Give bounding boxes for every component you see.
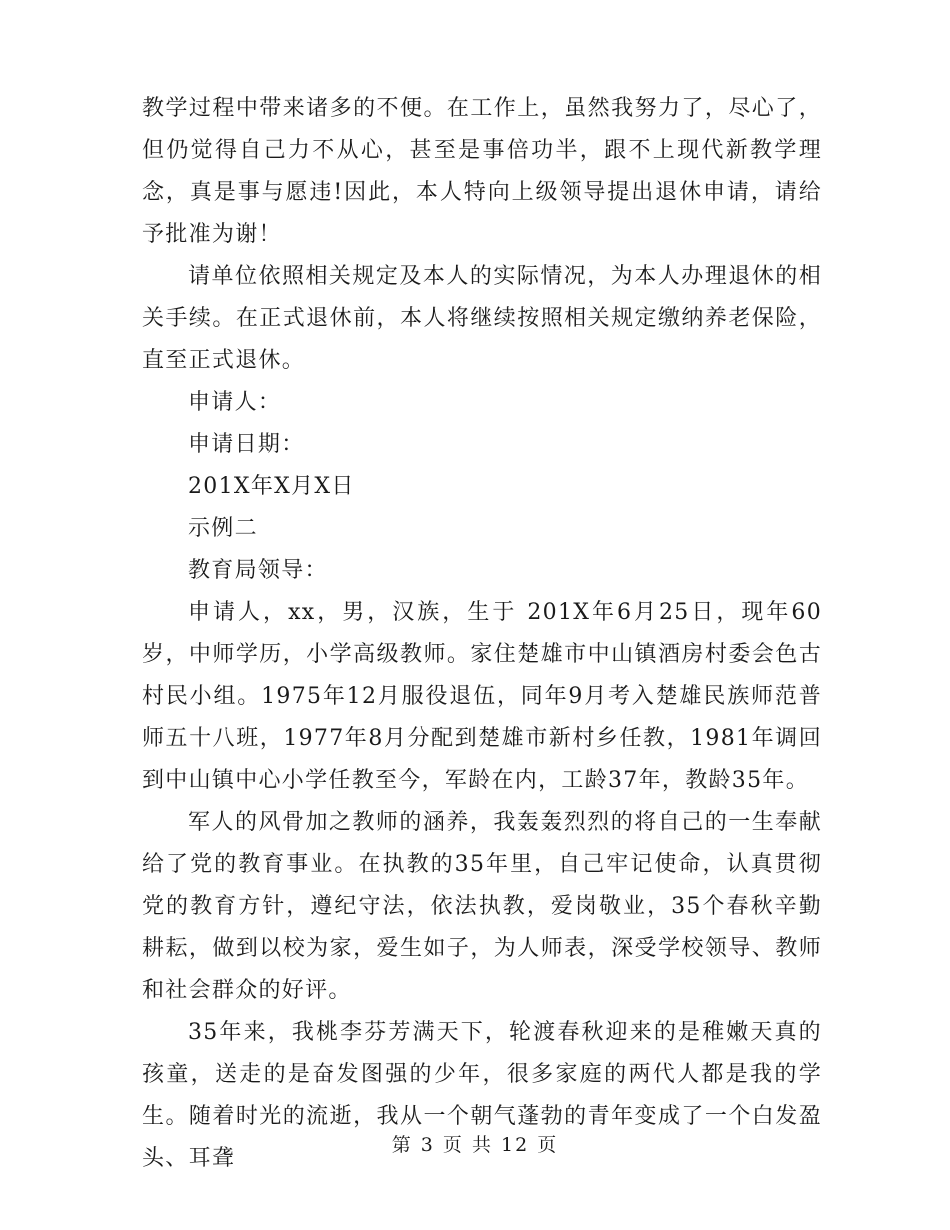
applicant-line: 申请人：: [188, 390, 282, 415]
paragraph-career: 军人的风骨加之教师的涵养，我轰轰烈烈的将自己的一生奉献给了党的教育事业。在执教的35年里，自己牢记使命，认真贯彻党的教育方针，遵纪守法，依法执教，爱岗敬业，35个春秋辛勤耕耘，做到以校为家，爱生如子，为人师表，深受学校领导、教师和社会群众的好评。: [142, 810, 822, 1003]
example-heading: 示例二: [188, 516, 258, 541]
date-value: 201X年X月X日: [188, 474, 355, 499]
paragraph-applicant-info: 申请人，xx，男，汉族，生于 201X年6月25日，现年60岁，中师学历，小学高级教师。家住楚雄市中山镇酒房村委会色古村民小组。1975年12月服役退伍，同年9月考入楚雄民族师范普师五十八班，1977年8月分配到楚雄市新村乡任教，1981年调回到中山镇中心小学任教至今，军龄在内，工龄37年，教龄35年。: [142, 600, 822, 793]
paragraph-2: 请单位依照相关规定及本人的实际情况，为本人办理退休的相关手续。在正式退休前，本人将继续按照相关规定缴纳养老保险，直至正式退休。: [142, 264, 822, 373]
salutation: 教育局领导：: [188, 558, 328, 583]
paragraph-35-years: 35年来，我桃李芬芳满天下，轮渡春秋迎来的是稚嫩天真的孩童，送走的是奋发图强的少年，很多家庭的两代人都是我的学生。随着时光的流逝，我从一个朝气蓬勃的青年变成了一个白发盈头、耳聋: [142, 1020, 822, 1171]
application-date-line: 申请日期：: [188, 432, 305, 457]
page-footer: 第 3 页 共 12 页: [391, 1134, 559, 1156]
document-body: [142, 88, 822, 1180]
paragraph-1: 教学过程中带来诸多的不便。在工作上，虽然我努力了，尽心了，但仍觉得自己力不从心，甚至是事倍功半，跟不上现代新教学理念，真是事与愿违!因此，本人特向上级领导提出退休申请，请给予批准为谢！: [142, 96, 822, 247]
